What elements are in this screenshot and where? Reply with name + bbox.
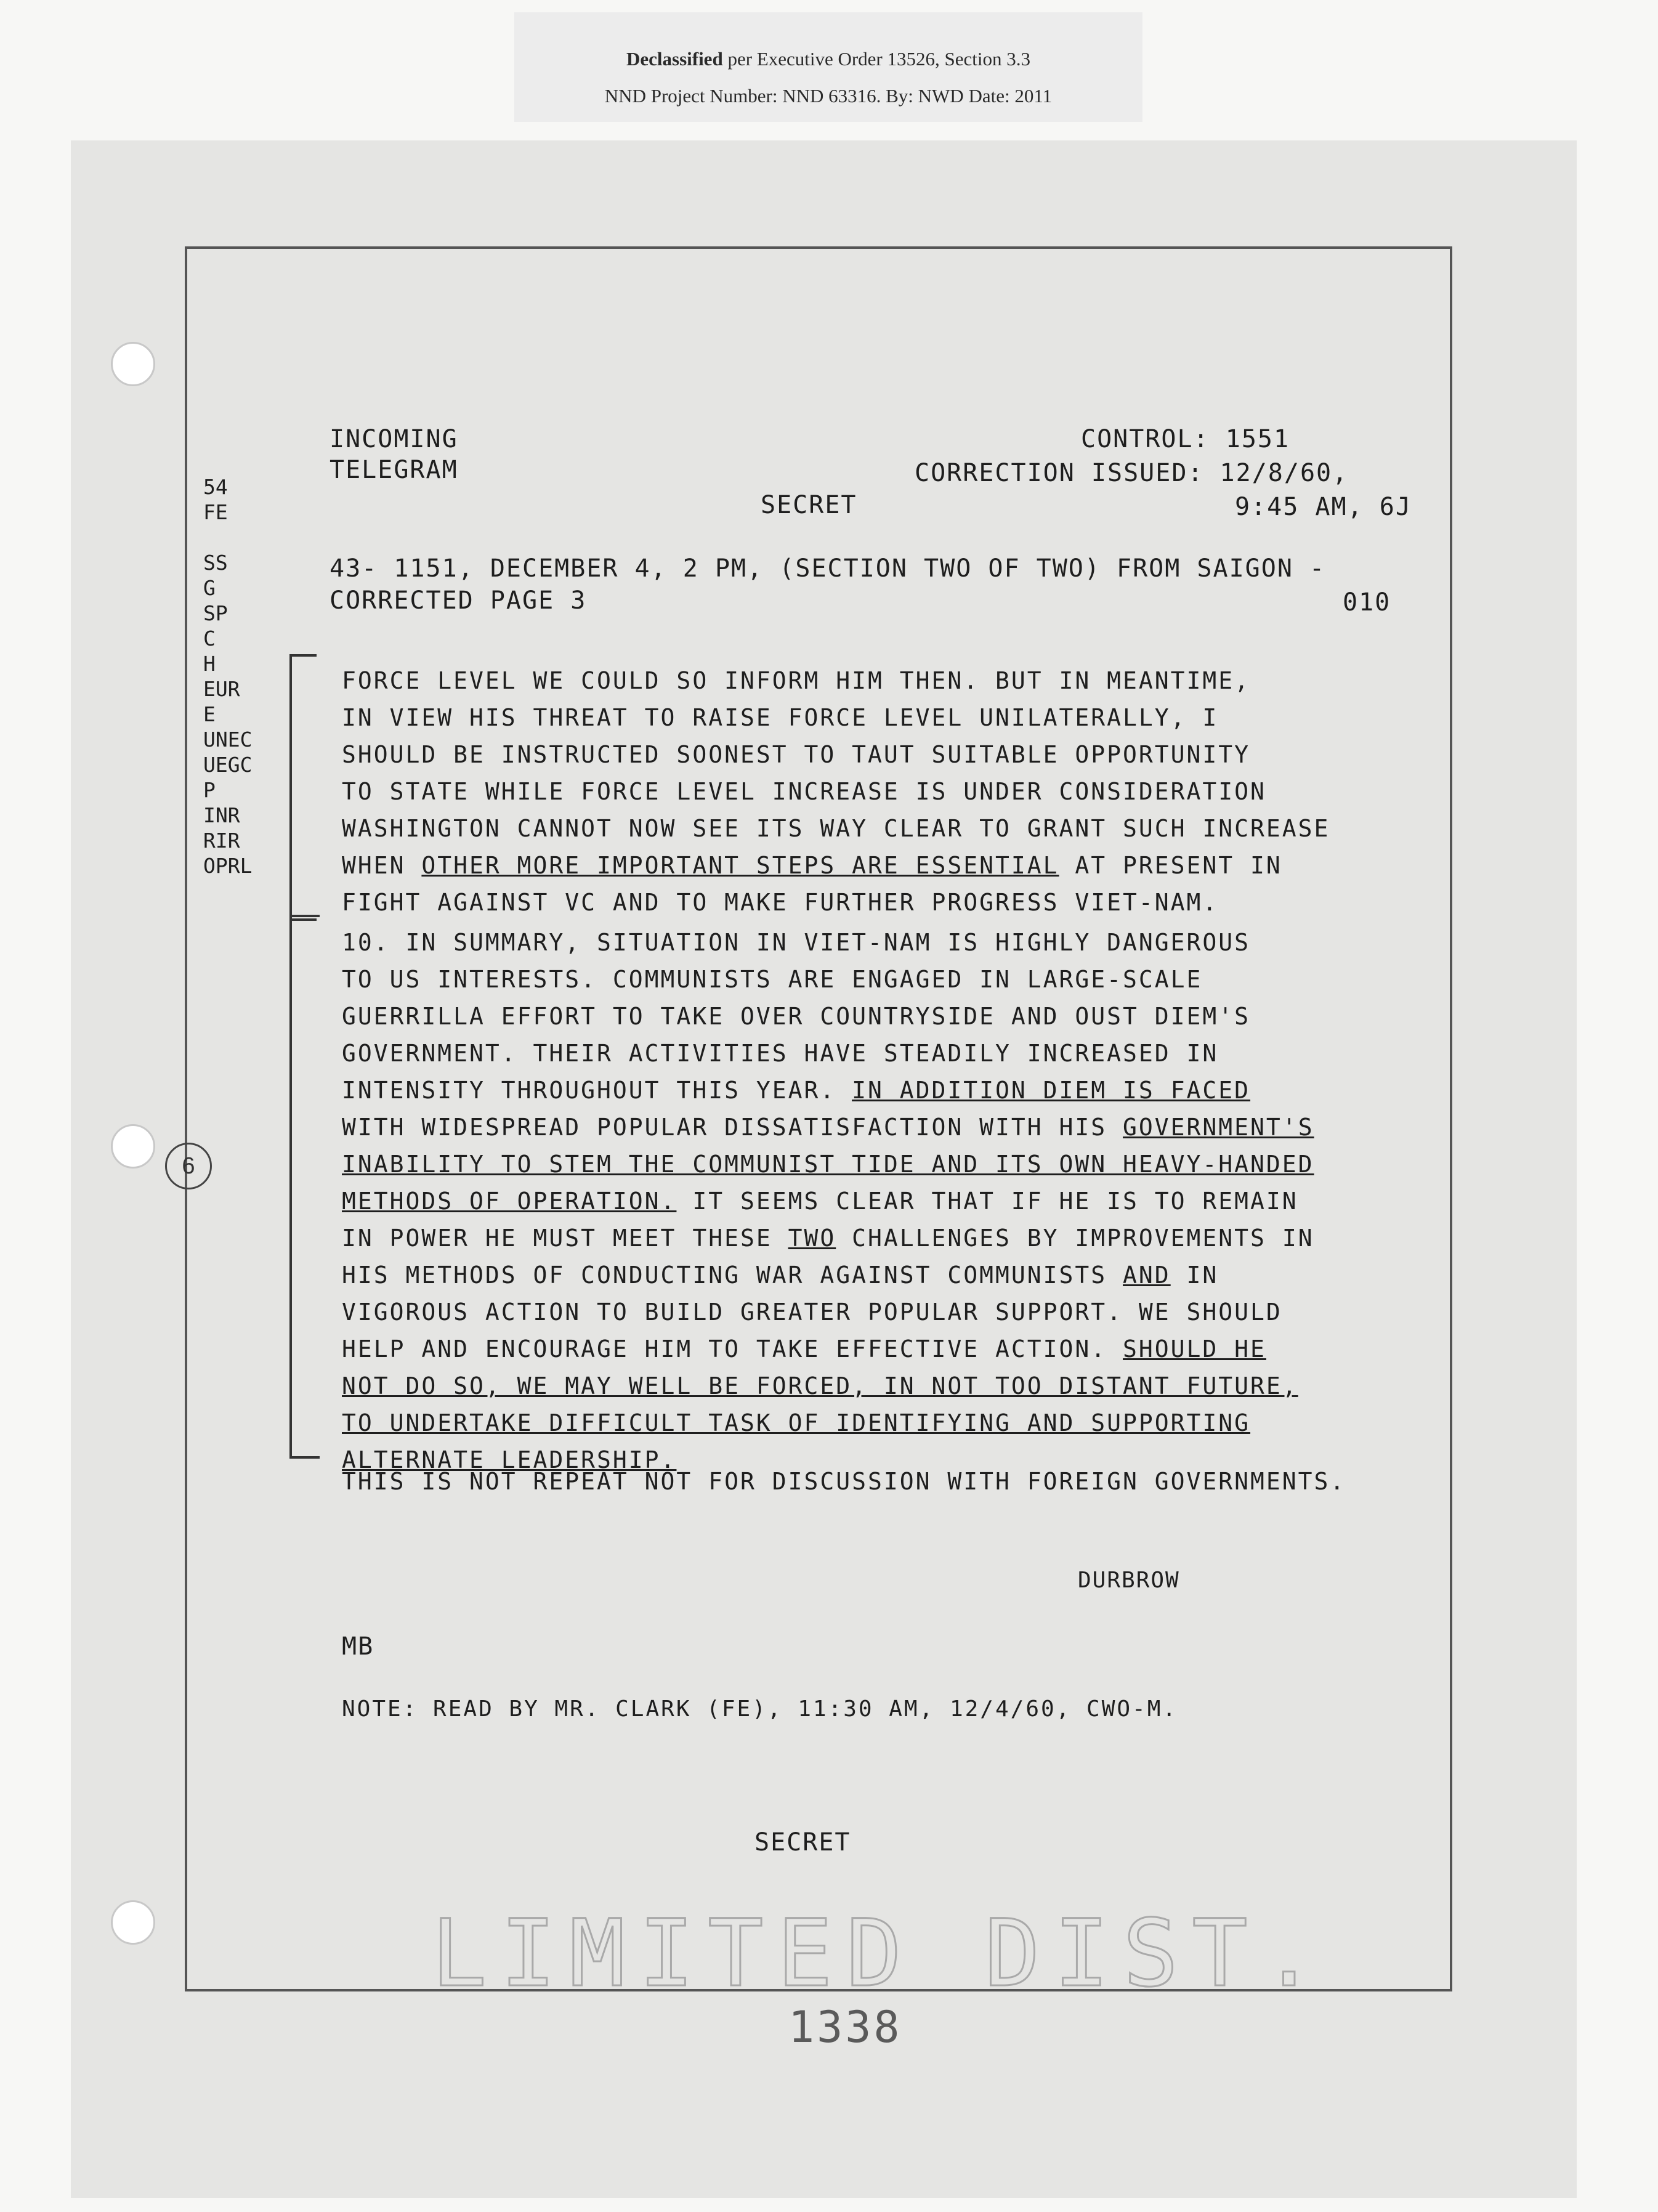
underlined-text: TWO (788, 1225, 836, 1252)
underlined-text: SHOULD HE (1123, 1335, 1266, 1363)
paragraph-continuation (342, 662, 1330, 921)
control-number: CONTROL: 1551 (1081, 425, 1290, 453)
text-line: FIGHT AGAINST VC AND TO MAKE FURTHER PROGRESS VIET-NAM. (342, 889, 1219, 916)
text-line: WASHINGTON CANNOT NOW SEE ITS WAY CLEAR TO GRANT SUCH INCREASE (342, 815, 1330, 842)
text-line: SHOULD BE INSTRUCTED SOONEST TO TAUT SUITABLE OPPORTUNITY (342, 741, 1251, 768)
text-line (342, 1257, 1314, 1294)
corrected-page: CORRECTED PAGE 3 (330, 586, 587, 615)
declassified-label: Declassified (626, 48, 723, 70)
text-line: FORCE LEVEL WE COULD SO INFORM HIM THEN. BUT IN MEANTIME, (342, 667, 1251, 694)
routing-code: G (203, 576, 216, 600)
text-line: INABILITY TO STEM THE COMMUNIST TIDE AND ITS OWN HEAVY-HANDED (342, 1151, 1314, 1178)
page-code: 010 (1343, 588, 1391, 617)
text-line (342, 1183, 1314, 1220)
correction-issued: CORRECTION ISSUED: 12/8/60, (915, 459, 1349, 487)
routing-code: OPRL (203, 854, 253, 878)
routing-list (203, 474, 302, 878)
underlined-text: GOVERNMENT'S (1123, 1114, 1314, 1141)
text-segment: IN POWER HE MUST MEET THESE (342, 1225, 788, 1252)
text-line: VIGOROUS ACTION TO BUILD GREATER POPULAR SUPPORT. WE SHOULD (342, 1298, 1282, 1326)
text-line: GOVERNMENT. THEIR ACTIVITIES HAVE STEADILY INCREASED IN (342, 1040, 1219, 1067)
underlined-text: OTHER MORE IMPORTANT STEPS ARE ESSENTIAL (421, 852, 1059, 879)
text-line (342, 1109, 1314, 1146)
paragraph-10 (342, 924, 1314, 1478)
routing-code: INR (203, 803, 240, 827)
limited-distribution-stamp: LIMITED DIST. (431, 1900, 1330, 2007)
routing-code: EUR (203, 677, 240, 701)
declassification-stamp (514, 12, 1142, 122)
received-time: 9:45 AM, 6J (1235, 493, 1412, 521)
routing-code: H (203, 652, 216, 676)
text-line (342, 1331, 1314, 1367)
text-line (342, 1072, 1314, 1109)
text-line: TO STATE WHILE FORCE LEVEL INCREASE IS UNDER CONSIDERATION (342, 778, 1266, 805)
text-line: TO US INTERESTS. COMMUNISTS ARE ENGAGED IN LARGE-SCALE (342, 966, 1203, 993)
binder-hole-top (111, 342, 155, 386)
declassified-line-2: NND Project Number: NND 63316. By: NWD Date: 2011 (604, 85, 1053, 107)
initials: MB (342, 1632, 374, 1661)
text-line: TO UNDERTAKE DIFFICULT TASK OF IDENTIFYING AND SUPPORTING (342, 1409, 1251, 1436)
text-segment: WHEN (342, 852, 422, 879)
text-segment: INTENSITY THROUGHOUT THIS YEAR. (342, 1077, 852, 1104)
routing-code: P (203, 778, 216, 802)
text-segment: AT PRESENT IN (1059, 852, 1282, 879)
routing-code: C (203, 626, 216, 650)
binder-hole-middle (111, 1124, 155, 1169)
underlined-text: METHODS OF OPERATION. (342, 1188, 677, 1215)
message-id: 43- 1151, DECEMBER 4, 2 PM, (SECTION TWO OF TWO) FROM SAIGON - (330, 554, 1326, 583)
margin-bracket-paragraph-10 (289, 915, 320, 1459)
form-type-line1: INCOMING (330, 425, 458, 453)
routing-code: UEGC (203, 753, 253, 777)
page-number: 1338 (788, 2002, 902, 2052)
text-segment: WITH WIDESPREAD POPULAR DISSATISFACTION WITH HIS (342, 1114, 1123, 1141)
binder-hole-bottom (111, 1900, 155, 1945)
signature: DURBROW (1078, 1568, 1180, 1593)
margin-circled-number: 6 (165, 1143, 212, 1189)
text-line (342, 847, 1330, 884)
text-segment: HELP AND ENCOURAGE HIM TO TAKE EFFECTIVE ACTION. (342, 1335, 1123, 1363)
text-segment: IT SEEMS CLEAR THAT IF HE IS TO REMAIN (676, 1188, 1298, 1215)
text-line: ALTERNATE LEADERSHIP. (342, 1446, 677, 1473)
not-for-discussion: THIS IS NOT REPEAT NOT FOR DISCUSSION WITH FOREIGN GOVERNMENTS. (342, 1468, 1346, 1495)
footer-classification: SECRET (754, 1828, 851, 1857)
margin-bracket-paragraph-1 (289, 654, 317, 921)
text-line: GUERRILLA EFFORT TO TAKE OVER COUNTRYSIDE AND OUST DIEM'S (342, 1003, 1251, 1030)
routing-code: SP (203, 601, 228, 625)
text-line: IN VIEW HIS THREAT TO RAISE FORCE LEVEL UNILATERALLY, I (342, 704, 1219, 731)
text-segment: IN (1170, 1262, 1219, 1289)
routing-code: SS (203, 551, 228, 575)
text-line: NOT DO SO, WE MAY WELL BE FORCED, IN NOT TOO DISTANT FUTURE, (342, 1372, 1298, 1400)
header-classification: SECRET (761, 491, 857, 519)
routing-code: FE (203, 500, 228, 524)
text-segment: HIS METHODS OF CONDUCTING WAR AGAINST COMMUNISTS (342, 1262, 1123, 1289)
text-line: 10. IN SUMMARY, SITUATION IN VIET-NAM IS HIGHLY DANGEROUS (342, 929, 1251, 956)
routing-code (203, 525, 302, 550)
declassified-line-1 (514, 48, 1142, 70)
routing-code: RIR (203, 828, 240, 853)
underlined-text: AND (1123, 1262, 1171, 1289)
text-line (342, 1220, 1314, 1257)
text-segment: CHALLENGES BY IMPROVEMENTS IN (836, 1225, 1314, 1252)
note: NOTE: READ BY MR. CLARK (FE), 11:30 AM, 12/4/60, CWO-M. (342, 1696, 1178, 1722)
underlined-text: IN ADDITION DIEM IS FACED (852, 1077, 1251, 1104)
executive-order-text: per Executive Order 13526, Section 3.3 (722, 48, 1030, 70)
form-type-line2: TELEGRAM (330, 456, 458, 484)
routing-code: E (203, 702, 216, 726)
routing-code: 54 (203, 475, 228, 499)
routing-code: UNEC (203, 727, 253, 752)
